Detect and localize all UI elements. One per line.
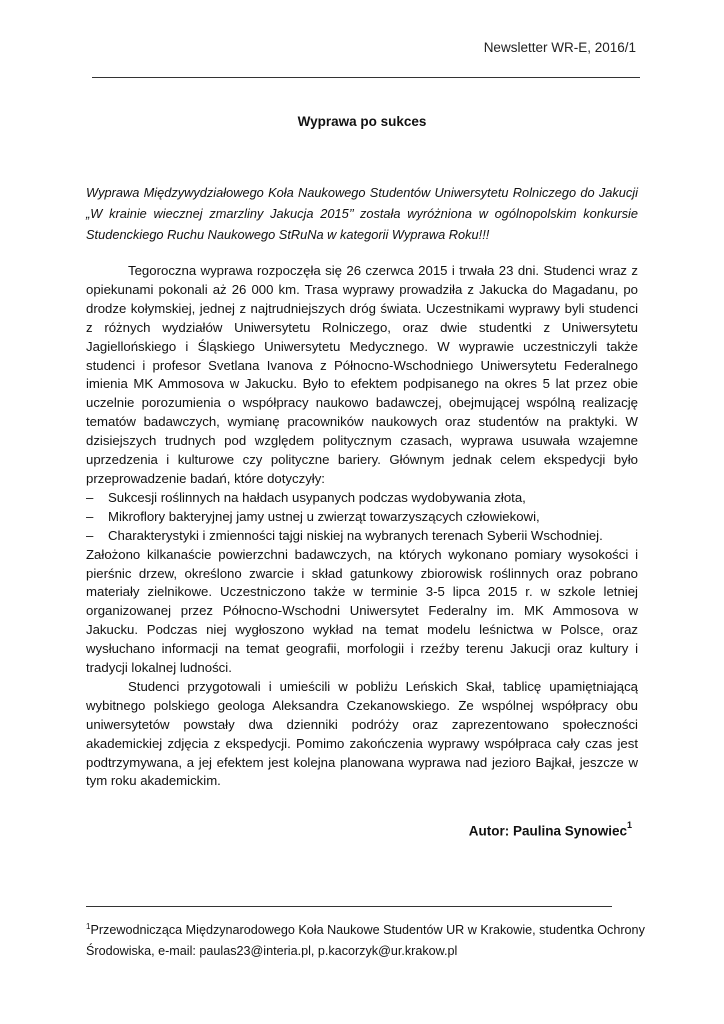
list-item (86, 527, 638, 546)
body-paragraph-1: Tegoroczna wyprawa rozpoczęła się 26 czerwca 2015 i trwała 23 dni. Studenci wraz z opiekunami pokonali aż 26 000 km. Trasa wyprawy prowadziła z Jakucka do Magadanu, po drodze kołymskiej, jednej z najtrudniejszych dróg świata. Uczestnikami wyprawy byli studenci z różnych wydziałów Uniwersytetu Rolniczego, oraz dwie studentki z Uniwersytetu Jagiellońskiego i Śląskiego Uniwersytetu Medycznego. W wyprawie uczestniczyli także studenci i profesor Svetlana Ivanova z Północno-Wschodniego Uniwersytetu Federalnego imienia MK Ammosova w Jakucku. Było to efektem podpisanego na okres 5 lat przez obie uczelnie porozumienia o współpracy naukowo badawczej, obejmującej wspólną realizację tematów badawczych, wymianę pracowników naukowych oraz studentów na praktyki. W dzisiejszych trudnych pod względem politycznym czasach, wyprawa usuwała wzajemne uprzedzenia i kulturowe czy polityczne bariery. Głównym jednak celem ekspedycji było przeprowadzenie badań, które dotyczyły: (86, 263, 638, 486)
footnote (86, 916, 646, 962)
article-body (86, 262, 638, 791)
research-list (86, 489, 638, 546)
footnote-rule (86, 906, 612, 907)
list-item (86, 508, 638, 527)
body-paragraph-2: Założono kilkanaście powierzchni badawczych, na których wykonano pomiary wysokości i pierśnic drzew, określono zwarcie i skład gatunkowy zbiorowisk roślinnych oraz pobrano materiały zielnikowe. Uczestniczono także w terminie 3-5 lipca 2015 r. w szkole letniej organizowanej przez Północno-Wschodni Uniwersytet Federalny im. MK Ammosova w Jakucku. Podczas niej wygłoszono wykład na temat modelu leśnictwa w Polsce, oraz wysłuchano informacji na temat geografii, morfologii i rzeźby terenu Jakucji oraz kultury i tradycji lokalnej ludności. (86, 546, 638, 676)
newsletter-header: Newsletter WR-E, 2016/1 (483, 40, 636, 55)
body-paragraph-3: Studenci przygotowali i umieścili w pobliżu Leńskich Skał, tablicę upamiętniającą wybitnego polskiego geologa Aleksandra Czekanowskiego. Ze wspólnej współpracy obu uniwersytetów powstały dwa dzienniki podróży oraz zaprezentowano społeczności akademickiej zdjęcia z ekspedycji. Pomimo zakończenia wyprawy współpraca cały czas jest podtrzymywana, a jej efektem jest kolejna planowana wyprawa nad jezioro Bajkał, jeszcze w tym roku akademickim. (86, 678, 638, 789)
list-item-text: Mikroflory bakteryjnej jamy ustnej u zwierząt towarzyszących człowiekowi, (108, 508, 540, 524)
article-title: Wyprawa po sukces (297, 114, 427, 129)
author-footnote-mark: 1 (626, 820, 632, 830)
header-rule (92, 77, 640, 78)
intro-paragraph: Wyprawa Międzywydziałowego Koła Naukowego Studentów Uniwersytetu Rolniczego do Jakucji „W krainie wiecznej zmarzliny Jakucja 2015’’ została wyróżniona w ogólnopolskim konkursie Studenckiego Ruchu Naukowego StRuNa w kategorii Wyprawa Roku!!! (86, 185, 638, 242)
dash-bullet: – (86, 489, 94, 505)
list-item (86, 489, 638, 508)
author-signature (469, 822, 632, 839)
list-item-text: Sukcesji roślinnych na hałdach usypanych podczas wydobywania złota, (108, 489, 526, 505)
dash-bullet: – (86, 508, 94, 524)
author-name: Autor: Paulina Synowiec (468, 823, 627, 839)
dash-bullet: – (86, 527, 94, 543)
footnote-text: Przewodnicząca Międzynarodowego Koła Naukowe Studentów UR w Krakowie, studentka Ochrony Środowiska, e-mail: paulas23@interia.pl, p.kacorzyk@ur.krakow.pl (86, 923, 645, 959)
footnote-mark: 1 (86, 922, 91, 931)
list-item-text: Charakterystyki i zmienności tajgi niskiej na wybranych terenach Syberii Wschodniej. (108, 527, 603, 543)
